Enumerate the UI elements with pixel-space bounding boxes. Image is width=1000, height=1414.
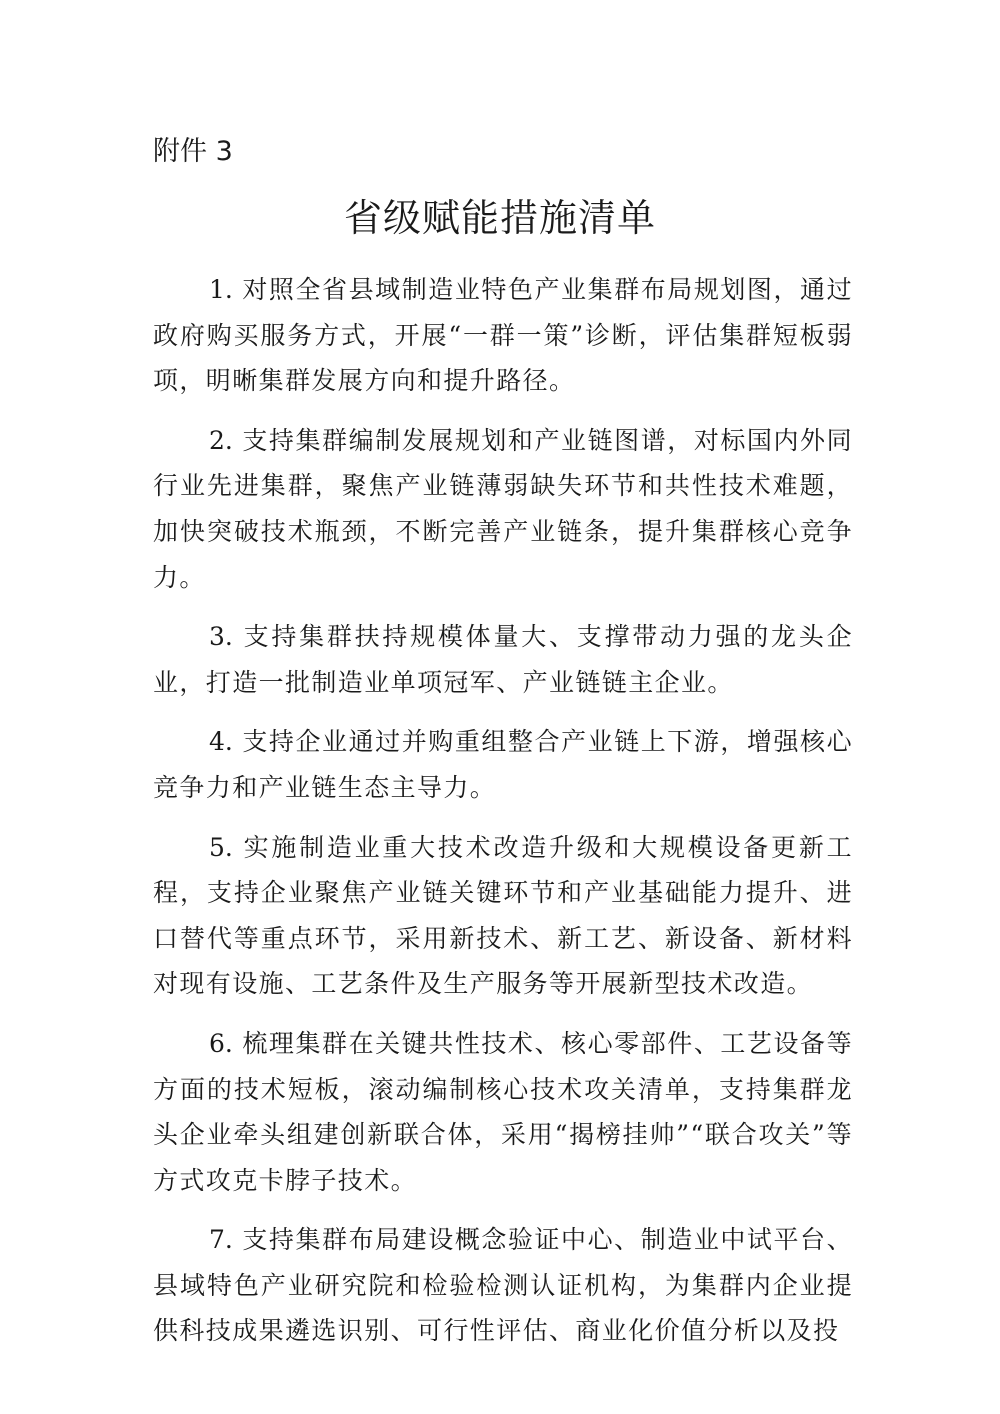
paragraph-1 bbox=[153, 267, 853, 404]
document-body bbox=[153, 267, 853, 1354]
page-title: 省级赋能措施清单 bbox=[343, 196, 656, 240]
paragraph-number: 6. bbox=[209, 1028, 233, 1058]
paragraph-text: 支持集群扶持规模体量大、支撑带动力强的龙头企业，打造一批制造业单项冠军、产业链链主企业。 bbox=[153, 622, 853, 697]
paragraph-7 bbox=[153, 1217, 853, 1354]
paragraph-4 bbox=[153, 719, 853, 810]
paragraph-number: 2. bbox=[209, 425, 233, 455]
paragraph-2 bbox=[153, 418, 853, 600]
paragraph-number: 4. bbox=[209, 727, 233, 757]
paragraph-number: 1. bbox=[209, 275, 233, 304]
paragraph-3 bbox=[153, 614, 853, 705]
paragraph-text: 实施制造业重大技术改造升级和大规模设备更新工程，支持企业聚焦产业链关键环节和产业基础能力提升、进口替代等重点环节，采用新技术、新工艺、新设备、新材料对现有设施、工艺条件及生产服务等开展新型技术改造。 bbox=[153, 832, 853, 999]
paragraph-5 bbox=[153, 825, 853, 1007]
paragraph-text: 支持集群编制发展规划和产业链图谱，对标国内外同行业先进集群，聚焦产业链薄弱缺失环节和共性技术难题，加快突破技术瓶颈，不断完善产业链条，提升集群核心竞争力。 bbox=[153, 425, 853, 592]
paragraph-text: 支持企业通过并购重组整合产业链上下游，增强核心竞争力和产业链生态主导力。 bbox=[153, 727, 853, 802]
paragraph-6 bbox=[153, 1021, 853, 1203]
paragraph-number: 7. bbox=[209, 1225, 233, 1255]
paragraph-text: 梳理集群在关键共性技术、核心零部件、工艺设备等方面的技术短板，滚动编制核心技术攻关清单，支持集群龙头企业牵头组建创新联合体，采用“揭榜挂帅”“联合攻关”等方式攻克卡脖子技术。 bbox=[153, 1028, 853, 1195]
attachment-label: 附件 3 bbox=[153, 136, 233, 167]
paragraph-text: 对照全省县域制造业特色产业集群布局规划图，通过政府购买服务方式，开展“一群一策”诊断，评估集群短板弱项，明晰集群发展方向和提升路径。 bbox=[153, 275, 853, 396]
paragraph-number: 5. bbox=[209, 832, 233, 862]
paragraph-number: 3. bbox=[209, 622, 233, 652]
paragraph-text: 支持集群布局建设概念验证中心、制造业中试平台、县域特色产业研究院和检验检测认证机构，为集群内企业提供科技成果遴选识别、可行性评估、商业化价值分析以及投 bbox=[153, 1225, 853, 1346]
